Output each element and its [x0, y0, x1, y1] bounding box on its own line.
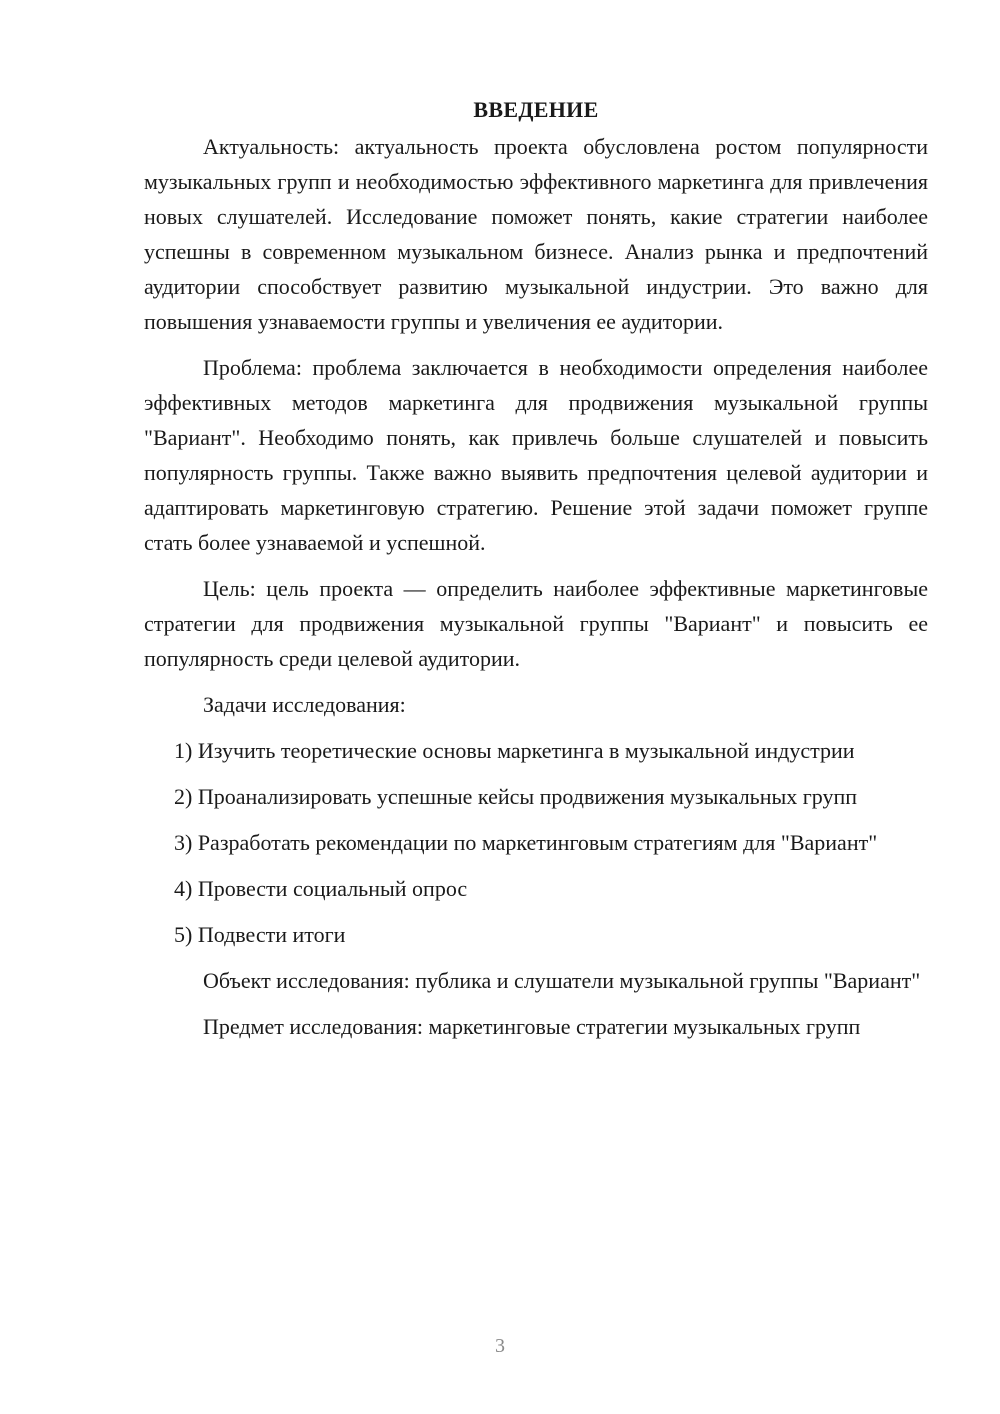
page-title: ВВЕДЕНИЕ [473, 97, 599, 122]
object-paragraph: Объект исследования: публика и слушатели музыкальной группы "Вариант" [203, 968, 921, 993]
task-item-4: 4) Провести социальный опрос [174, 876, 468, 901]
task-item-3: 3) Разработать рекомендации по маркетинговым стратегиям для "Вариант" [174, 830, 878, 855]
goal-paragraph: Цель: цель проекта — определить наиболее эффективные маркетинговые стратегии для продвижения музыкальной группы "Вариант" и повысить ее популярность среди целевой аудитории. [144, 576, 928, 671]
tasks-heading: Задачи исследования: [203, 692, 406, 717]
document-page [144, 92, 928, 1044]
task-item-2: 2) Проанализировать успешные кейсы продвижения музыкальных групп [174, 784, 858, 809]
task-item-5: 5) Подвести итоги [174, 922, 346, 947]
page-number: 3 [495, 1335, 505, 1357]
subject-paragraph: Предмет исследования: маркетинговые стратегии музыкальных групп [203, 1014, 861, 1039]
relevance-paragraph: Актуальность: актуальность проекта обусловлена ростом популярности музыкальных групп и необходимостью эффективного маркетинга для привлечения новых слушателей. Исследование поможет понять, какие стратегии наиболее успешны в современном музыкальном бизнесе. Анализ рынка и предпочтений аудитории способствует развитию музыкальной индустрии. Это важно для повышения узнаваемости группы и увеличения ее аудитории. [144, 134, 928, 334]
problem-paragraph: Проблема: проблема заключается в необходимости определения наиболее эффективных методов маркетинга для продвижения музыкальной группы "Вариант". Необходимо понять, как привлечь больше слушателей и повысить популярность группы. Также важно выявить предпочтения целевой аудитории и адаптировать маркетинговую стратегию. Решение этой задачи поможет группе стать более узнаваемой и успешной. [144, 355, 928, 555]
task-item-1: 1) Изучить теоретические основы маркетинга в музыкальной индустрии [174, 738, 855, 763]
